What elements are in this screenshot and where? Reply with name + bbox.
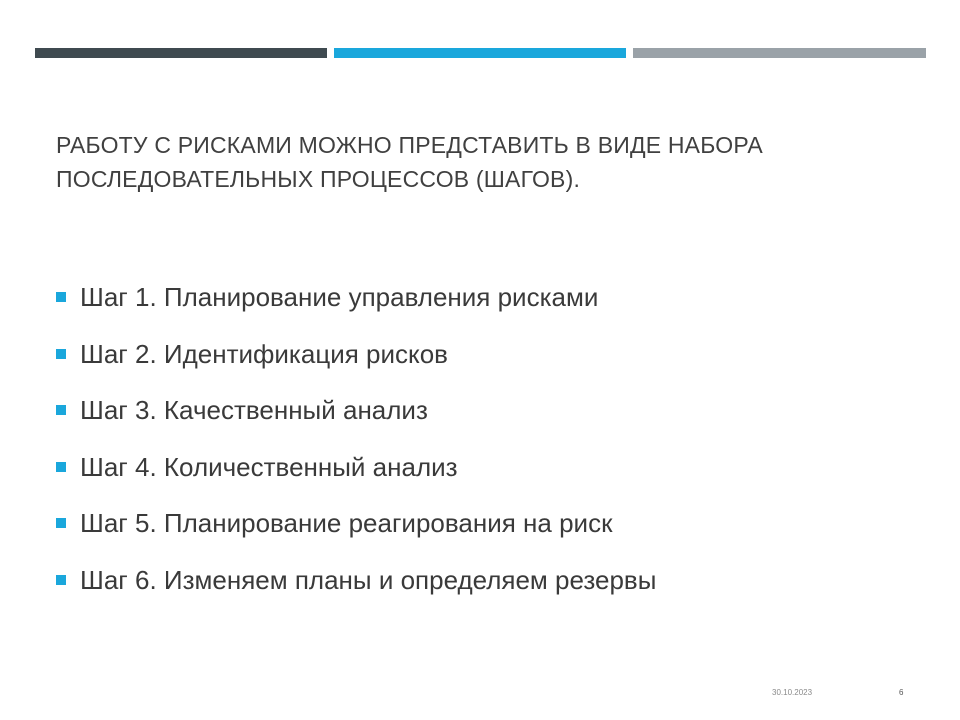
square-bullet-icon (56, 349, 66, 359)
square-bullet-icon (56, 462, 66, 472)
slide-title-line-1: РАБОТУ С РИСКАМИ МОЖНО ПРЕДСТАВИТЬ В ВИДЕ НАБОРА (56, 132, 763, 158)
list-item (56, 450, 916, 507)
list-item (56, 393, 916, 450)
slide-title (56, 128, 916, 196)
square-bullet-icon (56, 292, 66, 302)
slide-title-line-2: ПОСЛЕДОВАТЕЛЬНЫХ ПРОЦЕССОВ (ШАГОВ). (56, 166, 581, 192)
square-bullet-icon (56, 575, 66, 585)
slide-date: 30.10.2023 (772, 688, 813, 697)
steps-list (56, 280, 916, 619)
step-text: Шаг 6. Изменяем планы и определяем резервы (80, 564, 657, 595)
header-accent-bars (35, 48, 926, 58)
step-text: Шаг 1. Планирование управления рисками (80, 282, 599, 312)
step-text: Шаг 3. Качественный анализ (80, 395, 428, 425)
list-item (56, 506, 916, 563)
accent-bar-dark (35, 48, 327, 58)
list-item (56, 280, 916, 337)
step-text: Шаг 2. Идентификация рисков (80, 338, 448, 369)
slide-page-number: 6 (899, 688, 904, 697)
square-bullet-icon (56, 518, 66, 528)
list-item (56, 563, 916, 620)
accent-bar-blue (334, 48, 626, 58)
list-item (56, 337, 916, 394)
step-text: Шаг 4. Количественный анализ (80, 451, 458, 482)
square-bullet-icon (56, 405, 66, 415)
accent-bar-gray (633, 48, 926, 58)
step-text: Шаг 5. Планирование реагирования на риск (80, 508, 613, 538)
